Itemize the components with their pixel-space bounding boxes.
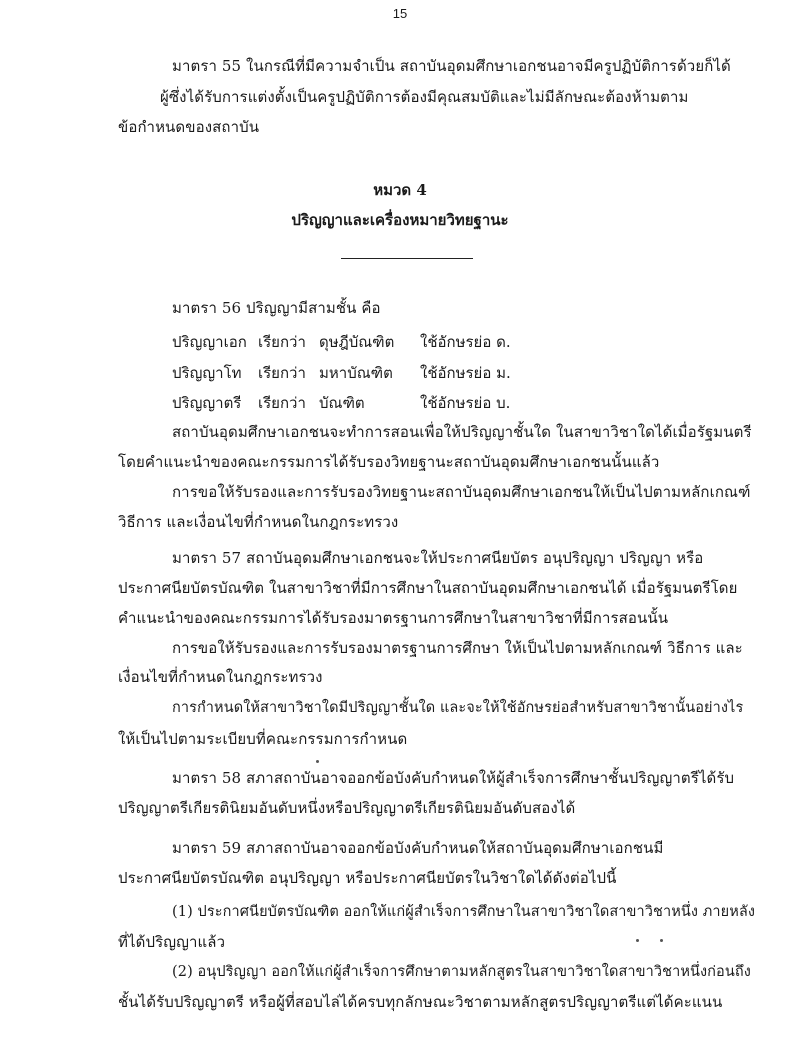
section-59-item-1-line-1: (1) ประกาศนียบัตรบัณฑิต ออกให้แก่ผู้สำเร็จการศึกษาในสาขาวิชาใดสาขาวิชาหนึ่ง ภายหลัง: [172, 904, 756, 920]
section-56-para-2-line-1: การขอให้รับรองและการรับรองวิทยฐานะสถาบันอุดมศึกษาเอกชนให้เป็นไปตามหลักเกณฑ์: [172, 483, 751, 501]
degree-title: บัณฑิต: [319, 394, 365, 412]
degree-abbr: ใช้อักษรย่อ ด.: [420, 333, 511, 351]
degree-called: เรียกว่า: [258, 333, 306, 351]
section-55-line-1: มาตรา 55 ในกรณีที่มีความจำเป็น สถาบันอุดมศึกษาเอกชนอาจมีครูปฏิบัติการด้วยก็ได้: [172, 57, 731, 75]
section-58-line-2: ปริญญาตรีเกียรตินิยมอันดับหนึ่งหรือปริญญาตรีเกียรตินิยมอันดับสองได้: [118, 799, 576, 817]
chapter-title: ปริญญาและเครื่องหมายวิทยฐานะ: [291, 211, 509, 229]
degree-abbr: ใช้อักษรย่อ ม.: [420, 364, 511, 382]
section-56-para-2-line-2: วิธีการ และเงื่อนไขที่กำหนดในกฎกระทรวง: [118, 513, 399, 531]
section-55-line-2: ผู้ซึ่งได้รับการแต่งตั้งเป็นครูปฏิบัติการต้องมีคุณสมบัติและไม่มีลักษณะต้องห้ามตาม: [160, 88, 689, 106]
degree-called: เรียกว่า: [258, 364, 306, 382]
scan-speck: [316, 760, 319, 763]
section-56-para-1-line-1: สถาบันอุดมศึกษาเอกชนจะทำการสอนเพื่อให้ปริญญาชั้นใด ในสาขาวิชาใดได้เมื่อรัฐมนตรี: [172, 423, 752, 441]
degree-name: ปริญญาโท: [172, 364, 242, 382]
degree-abbr: ใช้อักษรย่อ บ.: [420, 394, 511, 412]
scan-speck: [660, 939, 663, 942]
degree-title: ดุษฎีบัณฑิต: [319, 333, 395, 351]
page-number: 15: [392, 6, 408, 21]
section-57-line-5: เงื่อนไขที่กำหนดในกฎกระทรวง: [118, 668, 323, 686]
section-59-item-1-line-2: ที่ได้ปริญญาแล้ว: [118, 933, 226, 951]
chapter-divider: [341, 258, 473, 259]
section-59-item-2-line-2: ชั้นได้รับปริญญาตรี หรือผู้ที่สอบไล่ได้ครบทุกลักษณะวิชาตามหลักสูตรปริญญาตรีแต่ได้คะแนน: [118, 993, 723, 1011]
section-59-line-1: มาตรา 59 สภาสถาบันอาจออกข้อบังคับกำหนดให้สถาบันอุดมศึกษาเอกชนมี: [172, 839, 664, 857]
section-57-line-4: การขอให้รับรองและการรับรองมาตรฐานการศึกษา ให้เป็นไปตามหลักเกณฑ์ วิธีการ และ: [172, 639, 743, 657]
section-57-line-2: ประกาศนียบัตรบัณฑิต ในสาขาวิชาที่มีการศึกษาในสถาบันอุดมศึกษาเอกชนได้ เมื่อรัฐมนตรีโดย: [118, 579, 738, 597]
scan-speck: [636, 939, 639, 942]
section-57-line-1: มาตรา 57 สถาบันอุดมศึกษาเอกชนจะให้ประกาศนียบัตร อนุปริญญา ปริญญา หรือ: [172, 549, 704, 567]
degree-title: มหาบัณฑิต: [319, 364, 393, 382]
section-57-line-3: คำแนะนำของคณะกรรมการได้รับรองมาตรฐานการศึกษาในสาขาวิชาที่มีการสอนนั้น: [118, 609, 669, 627]
degree-called: เรียกว่า: [258, 394, 306, 412]
chapter-number: หมวด 4: [373, 181, 427, 199]
section-57-line-7: ให้เป็นไปตามระเบียบที่คณะกรรมการกำหนด: [118, 730, 408, 748]
section-57-line-6: การกำหนดให้สาขาวิชาใดมีปริญญาชั้นใด และจะให้ใช้อักษรย่อสำหรับสาขาวิชานั้นอย่างไร: [172, 700, 744, 716]
section-56-para-1-line-2: โดยคำแนะนำของคณะกรรมการได้รับรองวิทยฐานะสถาบันอุดมศึกษาเอกชนนั้นแล้ว: [118, 453, 660, 471]
section-59-line-2: ประกาศนียบัตรบัณฑิต อนุปริญญา หรือประกาศนียบัตรในวิชาใดได้ดังต่อไปนี้: [118, 869, 617, 887]
section-59-item-2-line-1: (2) อนุปริญญา ออกให้แก่ผู้สำเร็จการศึกษาตามหลักสูตรในสาขาวิชาใดสาขาวิชาหนึ่งก่อนถึง: [172, 964, 751, 980]
degree-name: ปริญญาตรี: [172, 394, 242, 412]
section-55-line-3: ข้อกำหนดของสถาบัน: [118, 118, 260, 136]
degree-name: ปริญญาเอก: [172, 333, 247, 351]
section-58-line-1: มาตรา 58 สภาสถาบันอาจออกข้อบังคับกำหนดให้ผู้สำเร็จการศึกษาชั้นปริญญาตรีได้รับ: [172, 769, 735, 787]
section-56-intro: มาตรา 56 ปริญญามีสามชั้น คือ: [172, 299, 381, 317]
